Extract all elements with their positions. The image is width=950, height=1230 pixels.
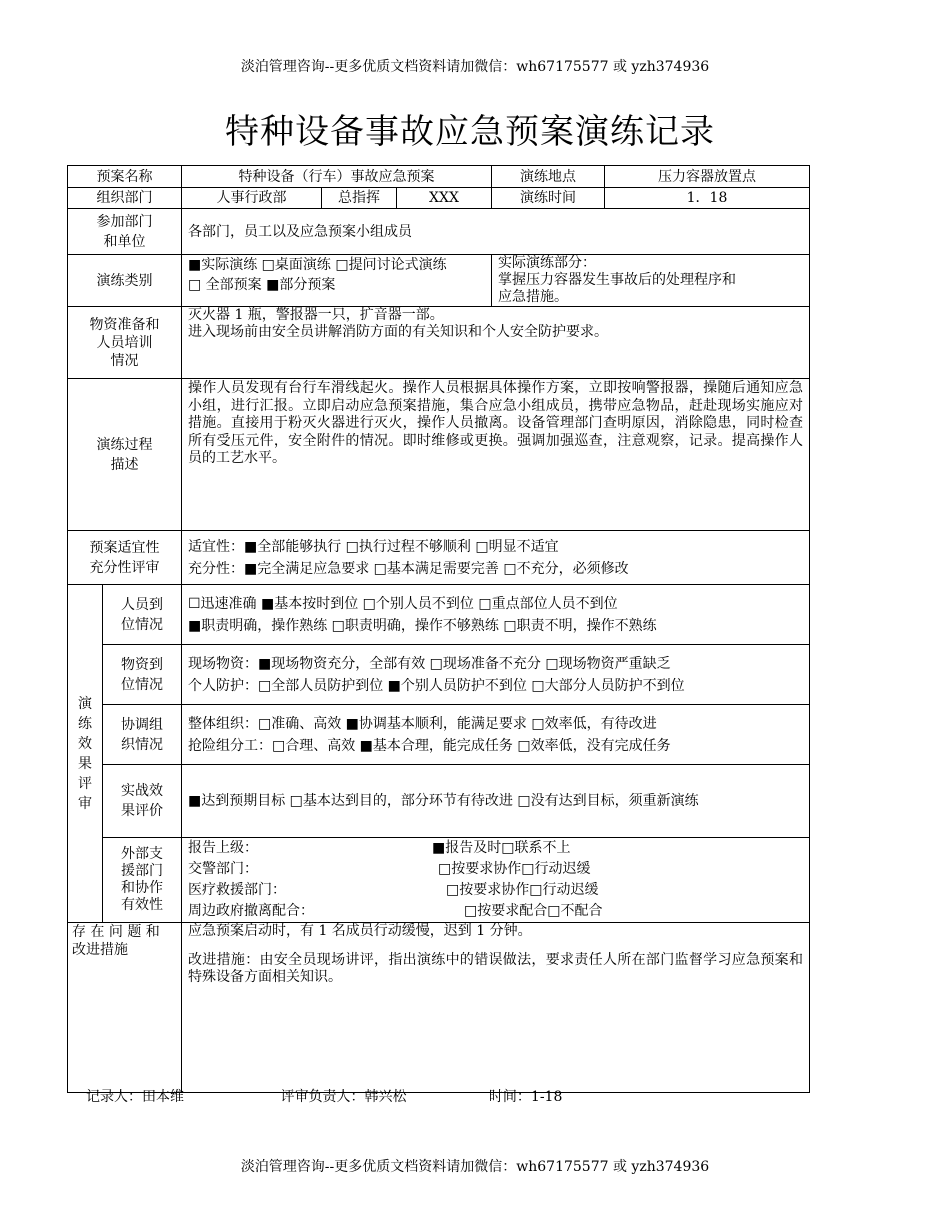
supplies-label-line2: 位情况 [121, 676, 163, 693]
plan-name-value: 特种设备（行车）事故应急预案 [182, 166, 492, 188]
external-gov-value: □按要求配合□不配合 [464, 903, 603, 919]
page-footer: 淡泊管理咨询--更多优质文档资料请加微信：wh67175577 或 yzh374936 [240, 1159, 710, 1175]
supplies-label-line1: 物资到 [121, 656, 163, 673]
external-medical-value: □按要求协作□行动迟缓 [446, 882, 599, 898]
process-label-line2: 描述 [110, 456, 139, 473]
evaluation-group-char: 评 [78, 775, 92, 792]
suitability-line2: 充分性：■完全满足应急要求 □基本满足需要完善 □不充分，必须修改 [188, 560, 629, 577]
actual-drill-line1: 实际演练部分： [498, 255, 596, 271]
suitability-label [68, 531, 182, 585]
coordination-label-line2: 织情况 [121, 736, 163, 753]
personnel-label [103, 585, 182, 645]
external-label-line4: 有效性 [121, 897, 163, 913]
problems-label-line1: 存 在 问 题 和 [72, 924, 160, 940]
supplies-label [103, 645, 182, 705]
combat-value: ■达到预期目标 □基本达到目的，部分环节有待改进 □没有达到目标，须重新演练 [182, 765, 810, 838]
coordination-line2: 抢险组分工：□合理、高效 ■基本合理，能完成任务 □效率低，没有完成任务 [188, 737, 671, 754]
external-police-row [188, 859, 803, 880]
drill-type-line2: □ 全部预案 ■部分预案 [188, 277, 336, 293]
time-value: 1．18 [605, 188, 810, 209]
drill-record-table [67, 165, 810, 1093]
commander-label: 总指挥 [322, 188, 397, 209]
evaluation-group-label [68, 585, 103, 923]
external-gov-row [188, 901, 803, 922]
recorder: 记录人：田本维 [86, 1089, 184, 1105]
evaluation-group-char: 练 [78, 715, 92, 732]
actual-drill-line3: 应急措施。 [498, 289, 568, 305]
time-label: 演练时间 [492, 188, 605, 209]
actual-drill-line2: 掌握压力容器发生事故后的处理程序和 [498, 272, 736, 288]
location-value: 压力容器放置点 [605, 166, 810, 188]
coordination-line1: 整体组织：□准确、高效 ■协调基本顺利，能满足要求 □效率低，有待改进 [188, 715, 657, 732]
evaluation-group-char: 效 [78, 735, 92, 752]
location-label: 演练地点 [492, 166, 605, 188]
combat-label-line2: 果评价 [121, 803, 163, 819]
combat-label [103, 765, 182, 838]
personnel-label-line2: 位情况 [121, 616, 163, 633]
external-report-value: ■报告及时□联系不上 [432, 840, 571, 856]
external-police-label: 交警部门： [188, 861, 258, 877]
materials-line2: 进入现场前由安全员讲解消防方面的有关知识和个人安全防护要求。 [188, 324, 608, 340]
participants-label-line1: 参加部门 [96, 213, 153, 230]
page-header: 淡泊管理咨询--更多优质文档资料请加微信：wh67175577 或 yzh374936 [240, 59, 710, 75]
materials-line1: 灭火器 1 瓶，警报器一只，扩音器一部。 [188, 307, 444, 323]
external-label-line2: 援部门 [121, 863, 163, 879]
external-medical-label: 医疗救援部门： [188, 882, 286, 898]
problems-line2: 改进措施：由安全员现场讲评，指出演练中的错误做法，要求责任人所在部门监督学习应急预案和特殊设备方面相关知识。 [188, 952, 803, 985]
personnel-line1: ☐迅速准确 ■基本按时到位 □个别人员不到位 □重点部位人员不到位 [188, 595, 618, 612]
suitability-label-line1: 预案适宜性 [89, 539, 160, 556]
record-time: 时间：1-18 [488, 1089, 563, 1105]
problems-value [182, 923, 810, 1093]
external-label-line3: 和协作 [121, 880, 163, 896]
process-label [68, 379, 182, 531]
reviewer: 评审负责人：韩兴松 [280, 1089, 407, 1105]
personnel-label-line1: 人员到 [121, 596, 163, 613]
external-gov-label: 周边政府撤离配合： [188, 903, 314, 919]
actual-drill-part [492, 255, 810, 307]
coordination-label [103, 705, 182, 765]
personnel-line2: ■职责明确，操作熟练 □职责明确，操作不够熟练 □职责不明，操作不熟练 [188, 617, 657, 634]
problems-label [68, 923, 182, 1093]
dept-label: 组织部门 [68, 188, 182, 209]
suitability-value [182, 531, 810, 585]
participants-value: 各部门，员工以及应急预案小组成员 [182, 209, 810, 255]
materials-label-line1: 物资准备和 [89, 316, 160, 333]
coordination-label-line1: 协调组 [121, 716, 163, 733]
evaluation-group-char: 演 [78, 695, 92, 712]
problems-line1: 应急预案启动时，有 1 名成员行动缓慢，迟到 1 分钟。 [188, 923, 532, 939]
evaluation-group-char: 果 [78, 755, 92, 772]
materials-label [68, 307, 182, 379]
materials-label-line3: 情况 [110, 352, 139, 369]
external-medical-row [188, 880, 803, 901]
external-label [103, 838, 182, 923]
process-label-line1: 演练过程 [96, 436, 153, 453]
problems-label-line2: 改进措施 [72, 942, 128, 958]
personnel-value [182, 585, 810, 645]
commander-value: XXX [397, 188, 492, 209]
external-value [182, 838, 810, 923]
signature-line [86, 1086, 562, 1106]
materials-label-line2: 人员培训 [96, 334, 153, 351]
plan-name-label: 预案名称 [68, 166, 182, 188]
supplies-line2: 个人防护：□全部人员防护到位 ■个别人员防护不到位 □大部分人员防护不到位 [188, 677, 685, 694]
external-report-row [188, 838, 803, 859]
page-title: 特种设备事故应急预案演练记录 [225, 112, 715, 152]
combat-label-line1: 实战效 [121, 783, 163, 799]
drill-type-line1: ■实际演练 □桌面演练 □提问讨论式演练 [188, 257, 447, 273]
dept-value: 人事行政部 [182, 188, 322, 209]
drill-type-label: 演练类别 [68, 255, 182, 307]
external-police-value: □按要求协作□行动迟缓 [438, 861, 591, 877]
process-description: 操作人员发现有台行车滑线起火。操作人员根据具体操作方案，立即按响警报器，操随后通知应急小组，进行汇报。立即启动应急预案措施，集合应急小组成员，携带应急物品，赶赴现场实施应对措施。直接用于粉灭火器进行灭火，操作人员撤离。设备管理部门查明原因，消除隐患，同时检查所有受压元件，安全附件的情况。即时维修或更换。强调加强巡查，注意观察，记录。提高操作人员的工艺水平。 [182, 379, 810, 531]
evaluation-group-char: 审 [78, 795, 92, 812]
external-label-line1: 外部支 [121, 846, 163, 862]
suitability-line1: 适宜性：■全部能够执行 □执行过程不够顺利 □明显不适宜 [188, 538, 559, 555]
participants-label-line2: 和单位 [103, 233, 146, 250]
suitability-label-line2: 充分性评审 [89, 559, 160, 576]
coordination-value [182, 705, 810, 765]
external-report-label: 报告上级： [188, 840, 258, 856]
drill-type-options [182, 255, 492, 307]
supplies-value [182, 645, 810, 705]
supplies-line1: 现场物资：■现场物资充分，全部有效 □现场准备不充分 □现场物资严重缺乏 [188, 655, 671, 672]
materials-value [182, 307, 810, 379]
participants-label [68, 209, 182, 255]
